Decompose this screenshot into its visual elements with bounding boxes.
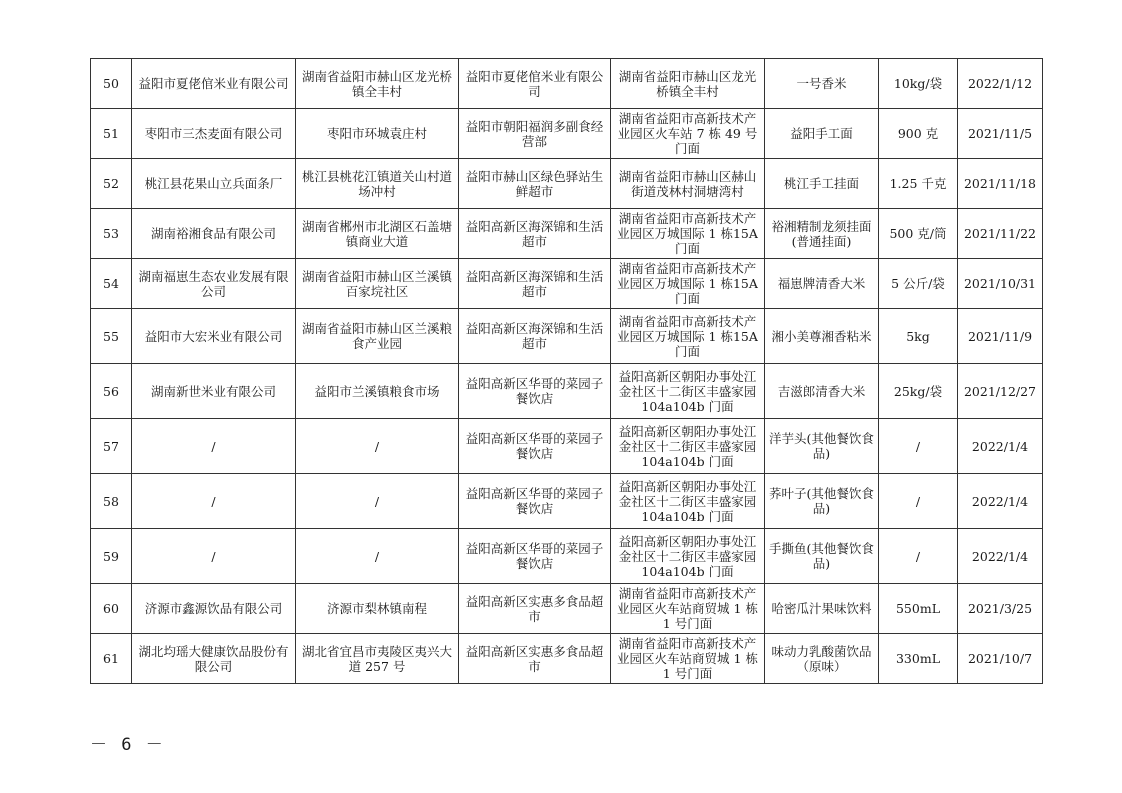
table-row [91, 259, 1043, 309]
spec-cell: 330mL [879, 634, 958, 684]
seller-address-cell: 湖南省益阳市高新技术产业园区火车站商贸城 1 栋 1 号门面 [611, 634, 765, 684]
producer-address-cell: 益阳市兰溪镇粮食市场 [296, 364, 459, 419]
row-number-cell: 59 [91, 529, 132, 584]
seller-name-cell: 益阳高新区实惠多食品超市 [459, 584, 611, 634]
spec-cell: 900 克 [879, 109, 958, 159]
row-number-cell: 52 [91, 159, 132, 209]
row-number-cell: 54 [91, 259, 132, 309]
production-date-cell: 2021/10/31 [958, 259, 1043, 309]
seller-name-cell: 益阳高新区华哥的菜园子餐饮店 [459, 474, 611, 529]
seller-address-cell: 湖南省益阳市高新技术产业园区万城国际 1 栋15A 门面 [611, 209, 765, 259]
sample-table [90, 58, 1043, 684]
seller-address-cell: 益阳高新区朝阳办事处江金社区十二街区丰盛家园 104a104b 门面 [611, 474, 765, 529]
production-date-cell: 2022/1/4 [958, 419, 1043, 474]
producer-name-cell: 济源市鑫源饮品有限公司 [132, 584, 296, 634]
product-name-cell: 一号香米 [765, 59, 879, 109]
seller-name-cell: 益阳高新区实惠多食品超市 [459, 634, 611, 684]
row-number-cell: 61 [91, 634, 132, 684]
seller-name-cell: 益阳高新区华哥的菜园子餐饮店 [459, 419, 611, 474]
producer-name-cell: 益阳市夏佬倌米业有限公司 [132, 59, 296, 109]
production-date-cell: 2021/11/22 [958, 209, 1043, 259]
producer-name-cell: 湖南福崽生态农业发展有限公司 [132, 259, 296, 309]
spec-cell: 500 克/筒 [879, 209, 958, 259]
producer-name-cell: 枣阳市三杰麦面有限公司 [132, 109, 296, 159]
row-number-cell: 56 [91, 364, 132, 419]
seller-address-cell: 湖南省益阳市赫山区龙光桥镇全丰村 [611, 59, 765, 109]
seller-address-cell: 湖南省益阳市高新技术产业园区万城国际 1 栋15A 门面 [611, 309, 765, 364]
production-date-cell: 2021/11/18 [958, 159, 1043, 209]
producer-name-cell: / [132, 419, 296, 474]
table-row [91, 584, 1043, 634]
spec-cell: 5 公斤/袋 [879, 259, 958, 309]
spec-cell: 10kg/袋 [879, 59, 958, 109]
seller-name-cell: 益阳高新区华哥的菜园子餐饮店 [459, 529, 611, 584]
production-date-cell: 2022/1/4 [958, 529, 1043, 584]
seller-name-cell: 益阳高新区华哥的菜园子餐饮店 [459, 364, 611, 419]
product-name-cell: 裕湘精制龙须挂面(普通挂面) [765, 209, 879, 259]
table-row [91, 59, 1043, 109]
producer-name-cell: / [132, 474, 296, 529]
seller-address-cell: 湖南省益阳市高新技术产业园区火车站商贸城 1 栋 1 号门面 [611, 584, 765, 634]
seller-address-cell: 益阳高新区朝阳办事处江金社区十二街区丰盛家园 104a104b 门面 [611, 529, 765, 584]
production-date-cell: 2021/12/27 [958, 364, 1043, 419]
row-number-cell: 60 [91, 584, 132, 634]
production-date-cell: 2021/10/7 [958, 634, 1043, 684]
row-number-cell: 58 [91, 474, 132, 529]
seller-address-cell: 湖南省益阳市赫山区赫山街道茂林村洞塘湾村 [611, 159, 765, 209]
production-date-cell: 2022/1/12 [958, 59, 1043, 109]
row-number-cell: 55 [91, 309, 132, 364]
product-name-cell: 洋芋头(其他餐饮食品) [765, 419, 879, 474]
producer-name-cell: 湖北均瑶大健康饮品股份有限公司 [132, 634, 296, 684]
spec-cell: 5kg [879, 309, 958, 364]
table-row [91, 474, 1043, 529]
spec-cell: 25kg/袋 [879, 364, 958, 419]
table-row [91, 419, 1043, 474]
seller-address-cell: 益阳高新区朝阳办事处江金社区十二街区丰盛家园 104a104b 门面 [611, 419, 765, 474]
seller-address-cell: 湖南省益阳市高新技术产业园区万城国际 1 栋15A 门面 [611, 259, 765, 309]
product-name-cell: 味动力乳酸菌饮品（原味） [765, 634, 879, 684]
producer-name-cell: 湖南裕湘食品有限公司 [132, 209, 296, 259]
table-row [91, 364, 1043, 419]
table-row [91, 634, 1043, 684]
spec-cell: 1.25 千克 [879, 159, 958, 209]
product-name-cell: 吉滋郎清香大米 [765, 364, 879, 419]
spec-cell: / [879, 419, 958, 474]
producer-address-cell: 桃江县桃花江镇道关山村道场冲村 [296, 159, 459, 209]
product-name-cell: 福崽牌清香大米 [765, 259, 879, 309]
product-name-cell: 荞叶子(其他餐饮食品) [765, 474, 879, 529]
producer-name-cell: 湖南新世米业有限公司 [132, 364, 296, 419]
producer-name-cell: 桃江县花果山立兵面条厂 [132, 159, 296, 209]
table-row [91, 209, 1043, 259]
producer-address-cell: / [296, 419, 459, 474]
spec-cell: / [879, 529, 958, 584]
producer-address-cell: 湖南省益阳市赫山区兰溪粮食产业园 [296, 309, 459, 364]
producer-address-cell: 湖南省益阳市赫山区龙光桥镇全丰村 [296, 59, 459, 109]
seller-name-cell: 益阳高新区海深锦和生活超市 [459, 309, 611, 364]
producer-address-cell: 湖北省宜昌市夷陵区夷兴大道 257 号 [296, 634, 459, 684]
page-number: － 6 － [90, 735, 165, 755]
table-row [91, 529, 1043, 584]
production-date-cell: 2021/11/9 [958, 309, 1043, 364]
producer-address-cell: / [296, 474, 459, 529]
producer-address-cell: 枣阳市环城袁庄村 [296, 109, 459, 159]
table-body [91, 59, 1043, 684]
seller-name-cell: 益阳市夏佬倌米业有限公司 [459, 59, 611, 109]
row-number-cell: 50 [91, 59, 132, 109]
producer-address-cell: 湖南省郴州市北湖区石盖塘镇商业大道 [296, 209, 459, 259]
product-name-cell: 益阳手工面 [765, 109, 879, 159]
seller-name-cell: 益阳高新区海深锦和生活超市 [459, 259, 611, 309]
seller-address-cell: 湖南省益阳市高新技术产业园区火车站 7 栋 49 号门面 [611, 109, 765, 159]
spec-cell: 550mL [879, 584, 958, 634]
seller-name-cell: 益阳市朝阳福润多副食经营部 [459, 109, 611, 159]
production-date-cell: 2021/3/25 [958, 584, 1043, 634]
seller-address-cell: 益阳高新区朝阳办事处江金社区十二街区丰盛家园 104a104b 门面 [611, 364, 765, 419]
producer-name-cell: 益阳市大宏米业有限公司 [132, 309, 296, 364]
seller-name-cell: 益阳市赫山区绿色驿站生鲜超市 [459, 159, 611, 209]
producer-name-cell: / [132, 529, 296, 584]
product-name-cell: 湘小美尊湘香粘米 [765, 309, 879, 364]
table-row [91, 159, 1043, 209]
producer-address-cell: / [296, 529, 459, 584]
product-name-cell: 手撕鱼(其他餐饮食品) [765, 529, 879, 584]
sample-table-wrapper [90, 58, 1042, 684]
table-row [91, 309, 1043, 364]
spec-cell: / [879, 474, 958, 529]
production-date-cell: 2021/11/5 [958, 109, 1043, 159]
product-name-cell: 哈密瓜汁果味饮料 [765, 584, 879, 634]
table-row [91, 109, 1043, 159]
production-date-cell: 2022/1/4 [958, 474, 1043, 529]
producer-address-cell: 济源市梨林镇南程 [296, 584, 459, 634]
row-number-cell: 53 [91, 209, 132, 259]
row-number-cell: 57 [91, 419, 132, 474]
seller-name-cell: 益阳高新区海深锦和生活超市 [459, 209, 611, 259]
row-number-cell: 51 [91, 109, 132, 159]
producer-address-cell: 湖南省益阳市赫山区兰溪镇百家垸社区 [296, 259, 459, 309]
product-name-cell: 桃江手工挂面 [765, 159, 879, 209]
